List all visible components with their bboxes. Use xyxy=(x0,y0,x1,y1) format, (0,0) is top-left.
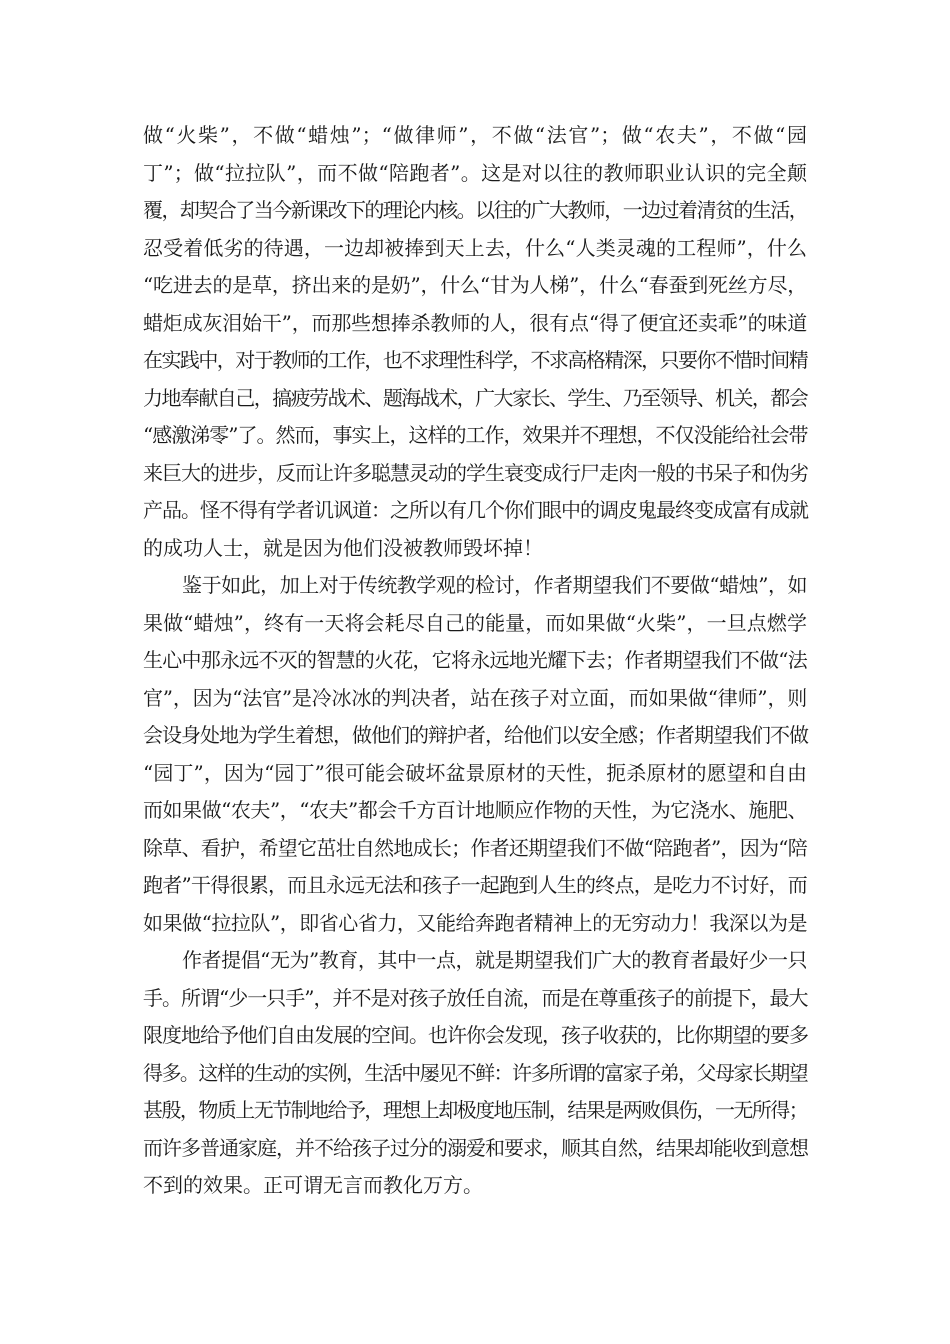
text-line: 不到的效果。正可谓无言而教化万方。 xyxy=(143,1173,483,1197)
text-line: 手。所谓“少一只手”，并不是对孩子放任自流，而是在尊重孩子的前提下，最大 xyxy=(143,985,808,1010)
text-line: “园丁”，因为“园丁”很可能会破坏盆景原材的天性，扼杀原材的愿望和自由 xyxy=(143,760,807,785)
text-line: 来巨大的进步，反而让许多聪慧灵动的学生衰变成行尸走肉一般的书呆子和伪劣 xyxy=(143,460,808,485)
text-line: 在实践中，对于教师的工作，也不求理性科学，不求高格精深，只要你不惜时间精 xyxy=(143,348,807,372)
text-line: 覆，却契合了当今新课改下的理论内核。以往的广大教师，一边过着清贫的生活， xyxy=(143,198,807,222)
text-line: 得多。这样的生动的实例，生活中屡见不鲜：许多所谓的富家子弟，父母家长期望 xyxy=(143,1060,807,1085)
text-line: 而如果做“农夫”，“农夫”都会千方百计地顺应作物的天性，为它浇水、施肥、 xyxy=(143,798,807,822)
text-line: 丁”；做“拉拉队”，而不做“陪跑者”。这是对以往的教师职业认识的完全颠 xyxy=(143,160,807,185)
text-line: 忍受着低劣的待遇，一边却被捧到天上去，什么“人类灵魂的工程师”，什么 xyxy=(143,235,807,260)
text-line: 而许多普通家庭，并不给孩子过分的溺爱和要求，顺其自然，结果却能收到意想 xyxy=(143,1135,808,1160)
text-line: 鉴于如此，加上对于传统教学观的检讨，作者期望我们不要做“蜡烛”，如 xyxy=(143,573,807,597)
text-line: 官”，因为“法官”是冷冰冰的判决者，站在孩子对立面，而如果做“律师”，则 xyxy=(143,685,807,710)
text-line: 如果做“拉拉队”，即省心省力，又能给奔跑者精神上的无穷动力！我深以为是 xyxy=(143,910,807,935)
body-text xyxy=(143,117,807,1205)
text-line: “感激涕零”了。然而，事实上，这样的工作，效果并不理想，不仅没能给社会带 xyxy=(143,423,808,447)
text-line: “吃进去的是草，挤出来的是奶”，什么“甘为人梯”，什么“春蚕到死丝方尽， xyxy=(143,273,807,297)
text-line: 除草、看护，希望它茁壮自然地成长；作者还期望我们不做“陪跑者”，因为“陪 xyxy=(143,835,807,860)
text-line: 作者提倡“无为”教育，其中一点，就是期望我们广大的教育者最好少一只 xyxy=(143,948,807,972)
text-line: 限度地给予他们自由发展的空间。也许你会发现，孩子收获的，比你期望的要多 xyxy=(143,1023,808,1047)
text-line: 做“火柴”，不做“蜡烛”；“做律师”，不做“法官”；做“农夫”，不做“园 xyxy=(143,123,807,147)
text-line: 蜡炬成灰泪始干”，而那些想捧杀教师的人，很有点“得了便宜还卖乖”的味道 xyxy=(143,310,807,335)
text-line: 产品。怪不得有学者讥讽道：之所以有几个你们眼中的调皮鬼最终变成富有成就 xyxy=(143,498,808,522)
text-line: 生心中那永远不灭的智慧的火花，它将永远地光耀下去；作者期望我们不做“法 xyxy=(143,648,807,672)
text-line: 甚殷，物质上无节制地给予，理想上却极度地压制，结果是两败俱伤，一无所得； xyxy=(143,1098,807,1122)
text-line: 跑者”干得很累，而且永远无法和孩子一起跑到人生的终点，是吃力不讨好，而 xyxy=(143,873,807,897)
text-line: 会设身处地为学生着想，做他们的辩护者，给他们以安全感；作者期望我们不做 xyxy=(143,723,808,747)
text-line: 的成功人士，就是因为他们没被教师毁坏掉！ xyxy=(143,535,543,560)
text-line: 力地奉献自己，搞疲劳战术、题海战术，广大家长、学生、乃至领导、机关，都会 xyxy=(143,385,807,410)
text-line: 果做“蜡烛”，终有一天将会耗尽自己的能量，而如果做“火柴”，一旦点燃学 xyxy=(143,610,807,635)
